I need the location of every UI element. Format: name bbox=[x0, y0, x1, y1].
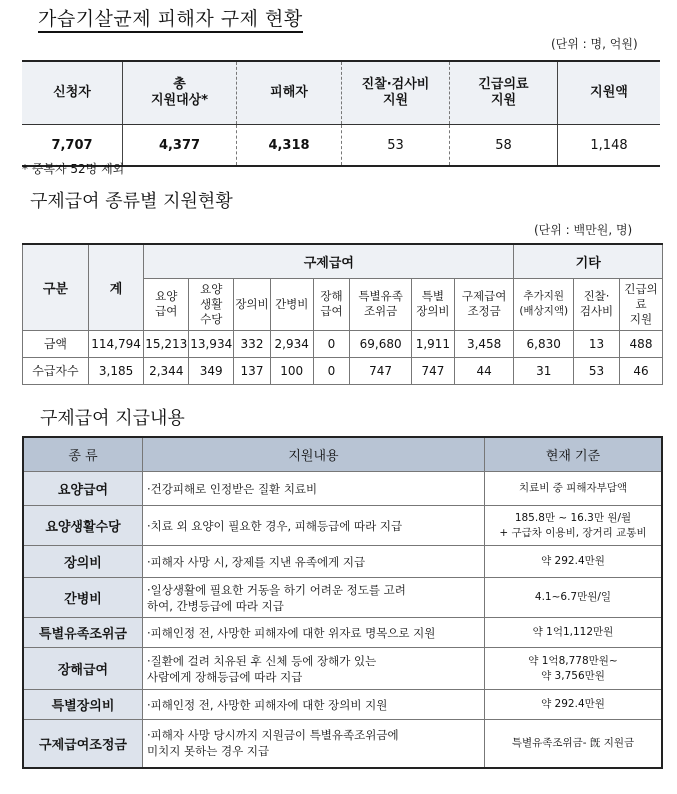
benefit-description: ·치료 외 요양이 필요한 경우, 피해등급에 따라 지급 bbox=[143, 506, 485, 546]
benefit-name: 간병비 bbox=[23, 578, 143, 618]
cell-7: 3,458 bbox=[454, 330, 514, 357]
cell-6: 747 bbox=[411, 357, 454, 384]
benefit-description: ·질환에 걸려 치유된 후 신체 등에 장해가 있는 사람에게 장해등급에 따라 지급 bbox=[143, 648, 485, 690]
value-applicants: 7,707 bbox=[51, 137, 93, 153]
cell-2: 137 bbox=[234, 357, 271, 384]
benefit-standard: 약 292.4만원 bbox=[485, 690, 663, 720]
table-row bbox=[23, 506, 662, 546]
benefit-description: ·피해인정 전, 사망한 피해자에 대한 장의비 지원 bbox=[143, 690, 485, 720]
header-emergency-medical: 긴급의료 지원 bbox=[450, 61, 558, 125]
row-total: 3,185 bbox=[88, 357, 143, 384]
header-content: 지원내용 bbox=[143, 437, 485, 472]
header-total-target: 총 지원대상* bbox=[123, 61, 237, 125]
benefit-standard: 약 1억8,778만원~ 약 3,756만원 bbox=[485, 648, 663, 690]
cell-8: 31 bbox=[514, 357, 574, 384]
benefit-description: ·일상생활에 필요한 거동을 하기 어려운 정도를 고려 하여, 간병등급에 따라 지급 bbox=[143, 578, 485, 618]
header-total: 계 bbox=[88, 244, 143, 330]
benefit-standard: 특별유족조위금- 旣 지원금 bbox=[485, 720, 663, 768]
value-exam-cost: 53 bbox=[342, 125, 450, 167]
benefit-name: 특별장의비 bbox=[23, 690, 143, 720]
benefit-name: 구제급여조정금 bbox=[23, 720, 143, 768]
cell-0: 15,213 bbox=[144, 330, 189, 357]
table-row bbox=[23, 578, 662, 618]
cell-10: 488 bbox=[620, 330, 663, 357]
subheader-8: 추가지원 (배상지액) bbox=[514, 278, 574, 330]
cell-2: 332 bbox=[234, 330, 271, 357]
subheader-4: 장해 급여 bbox=[313, 278, 350, 330]
table-row bbox=[23, 618, 662, 648]
header-exam-cost: 진찰·검사비 지원 bbox=[342, 61, 450, 125]
cell-5: 69,680 bbox=[350, 330, 412, 357]
subheader-3: 간병비 bbox=[270, 278, 313, 330]
relief-content-table bbox=[22, 436, 663, 769]
value-emergency-medical: 58 bbox=[450, 125, 558, 167]
benefit-name: 장해급여 bbox=[23, 648, 143, 690]
table-row bbox=[23, 720, 662, 768]
cell-9: 53 bbox=[574, 357, 620, 384]
header-other: 기타 bbox=[514, 244, 663, 278]
benefit-description: ·건강피해로 인정받은 질환 치료비 bbox=[143, 472, 485, 506]
cell-1: 349 bbox=[189, 357, 234, 384]
cell-3: 2,934 bbox=[270, 330, 313, 357]
table-row bbox=[23, 690, 662, 720]
benefit-standard: 4.1~6.7만원/일 bbox=[485, 578, 663, 618]
benefit-standard: 약 1억1,112만원 bbox=[485, 618, 663, 648]
subheader-7: 구제급여 조정금 bbox=[454, 278, 514, 330]
value-total-target: 4,377 bbox=[123, 125, 237, 167]
benefit-name: 장의비 bbox=[23, 546, 143, 578]
benefit-description: ·피해인정 전, 사망한 피해자에 대한 위자료 명목으로 지원 bbox=[143, 618, 485, 648]
cell-8: 6,830 bbox=[514, 330, 574, 357]
benefit-name: 요양급여 bbox=[23, 472, 143, 506]
footnote: * 중복자 52명 제외 bbox=[22, 162, 125, 176]
cell-7: 44 bbox=[454, 357, 514, 384]
cell-4: 0 bbox=[313, 357, 350, 384]
table-row bbox=[23, 546, 662, 578]
subheader-0: 요양 급여 bbox=[144, 278, 189, 330]
section2-title: 구제급여 종류별 지원현황 bbox=[30, 191, 233, 212]
table-row bbox=[23, 472, 662, 506]
benefit-name: 특별유족조위금 bbox=[23, 618, 143, 648]
header-victims: 피해자 bbox=[237, 61, 342, 125]
cell-0: 2,344 bbox=[144, 357, 189, 384]
benefit-name: 요양생활수당 bbox=[23, 506, 143, 546]
section1-title: 가습기살균제 피해자 구제 현황 bbox=[38, 4, 303, 31]
table-row bbox=[23, 648, 662, 690]
benefit-description: ·피해자 사망 당시까지 지원금이 특별유족조위금에 미치지 못하는 경우 지급 bbox=[143, 720, 485, 768]
cell-10: 46 bbox=[620, 357, 663, 384]
header-applicants: 신청자 bbox=[22, 61, 123, 125]
cell-3: 100 bbox=[270, 357, 313, 384]
value-support-amount: 1,148 bbox=[558, 125, 661, 167]
relief-by-type-table bbox=[22, 243, 663, 385]
header-current-standard: 현재 기준 bbox=[485, 437, 663, 472]
subheader-10: 긴급의료 지원 bbox=[620, 278, 663, 330]
header-relief-benefits: 구제급여 bbox=[144, 244, 514, 278]
relief-status-table bbox=[22, 60, 660, 167]
benefit-standard: 치료비 중 피해자부담액 bbox=[485, 472, 663, 506]
cell-1: 13,934 bbox=[189, 330, 234, 357]
subheader-6: 특별 장의비 bbox=[411, 278, 454, 330]
cell-9: 13 bbox=[574, 330, 620, 357]
header-category: 구분 bbox=[23, 244, 89, 330]
section3-title: 구제급여 지급내용 bbox=[40, 408, 185, 429]
subheader-9: 진찰· 검사비 bbox=[574, 278, 620, 330]
cell-4: 0 bbox=[313, 330, 350, 357]
cell-6: 1,911 bbox=[411, 330, 454, 357]
benefit-standard: 185.8만 ~ 16.3만 원/월 + 구급차 이용비, 장거리 교통비 bbox=[485, 506, 663, 546]
subheader-5: 특별유족 조위금 bbox=[350, 278, 412, 330]
section1-unit: (단위 : 명, 억원) bbox=[551, 37, 638, 51]
value-victims: 4,318 bbox=[237, 125, 342, 167]
cell-5: 747 bbox=[350, 357, 412, 384]
row-label: 수급자수 bbox=[23, 357, 89, 384]
header-support-amount: 지원액 bbox=[558, 61, 661, 125]
benefit-standard: 약 292.4만원 bbox=[485, 546, 663, 578]
header-type: 종 류 bbox=[23, 437, 143, 472]
subheader-2: 장의비 bbox=[234, 278, 271, 330]
subheader-1: 요양 생활 수당 bbox=[189, 278, 234, 330]
benefit-description: ·피해자 사망 시, 장제를 지낸 유족에게 지급 bbox=[143, 546, 485, 578]
section2-unit: (단위 : 백만원, 명) bbox=[534, 223, 633, 237]
row-total: 114,794 bbox=[88, 330, 143, 357]
row-label: 금액 bbox=[23, 330, 89, 357]
